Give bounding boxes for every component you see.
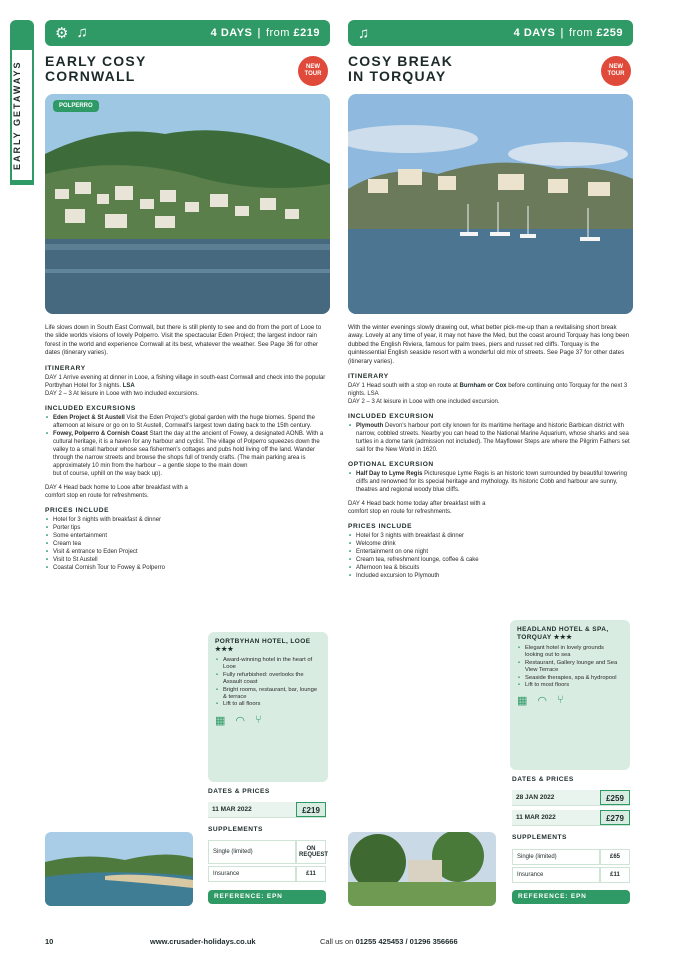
tour-intro: Life slows down in South East Cornwall, but there is still plenty to see and do from the port of Looe to the slide worlds visions of lovely Polperro. Visit the spectacular Eden Project; the largest indoor rain forest in the world and experience Cornwall at its best, whatever the weather. See Page 36 for other dates (itinerary varies). — [45, 324, 322, 357]
itinerary-day4: DAY 4 Head back home today after breakfast with a comfort stop en route for refreshments. — [348, 501, 486, 516]
from-price: £219 — [293, 27, 320, 39]
date-price-row: 28 JAN 2022 £259 — [512, 790, 630, 806]
hotel-name: HEADLAND HOTEL & SPA, TORQUAY ★★★ — [517, 626, 609, 641]
hotel-features — [215, 657, 321, 709]
hotel-features — [517, 645, 623, 689]
dining-icon: ⑂ — [557, 694, 564, 707]
new-tour-badge: NEW TOUR — [298, 56, 328, 86]
building-icon: ▦ — [517, 695, 528, 708]
list-item: • Visit to St Austell — [45, 556, 195, 564]
hotel-name: PORTBYHAN HOTEL, LOOE ★★★ — [215, 638, 311, 653]
date-price-row: 11 MAR 2022 £219 — [208, 802, 326, 818]
list-item: • Restaurant, Gallery lounge and Sea View Terrace — [517, 660, 623, 675]
supplement-row: Insurance £11 — [512, 867, 630, 883]
list-item: • Coastal Cornish Tour to Fowey & Polperro — [45, 564, 195, 572]
prices-list — [45, 516, 195, 572]
prices-heading: PRICES INCLUDE — [348, 523, 413, 531]
torquay-garden-photo — [348, 832, 496, 906]
optional-list — [348, 470, 633, 494]
itinerary-day1: DAY 1 Arrive evening at dinner in Looe, a fishing village in south-east Cornwall and check into the popular Portbyhan Hotel for 3 nights. LSA — [45, 374, 326, 389]
list-item: • Award-winning hotel in the heart of Looe — [215, 657, 321, 672]
excursion-list — [348, 422, 633, 454]
tour-title: EARLY COSY CORNWALL — [45, 53, 147, 84]
excursions-list — [45, 414, 330, 470]
days-label: 4 DAYS — [210, 27, 253, 39]
supplements-heading: SUPPLEMENTS — [512, 834, 567, 841]
music-note-icon: ♫ — [358, 24, 370, 42]
list-item: • Cream tea, refreshment lounge, coffee & cake — [348, 556, 498, 564]
list-item: • Visit & entrance to Eden Project — [45, 548, 195, 556]
gear-icon: ⚙ — [55, 25, 69, 42]
list-item: • Some entertainment — [45, 532, 195, 540]
reference-code: REFERENCE: EPN — [208, 890, 326, 904]
list-item: • Plymouth Devon's harbour port city known for its maritime heritage and historic Barbican district with narrow, cobbled streets. Nearby you can head to the National Marine Aquarium, whose sharks and sea turtles in a dome tank (admission not included). The Mayflower Steps are where the Pilgrim Fathers set sail for the New World in 1620. — [348, 422, 633, 454]
itinerary-day2: DAY 2 – 3 At leisure in Looe with two included excursions. — [45, 390, 199, 397]
list-item: • Porter tips — [45, 524, 195, 532]
tour-column-cornwall — [45, 20, 330, 572]
dining-icon: ⑂ — [255, 713, 262, 726]
music-note-icon: ♫ — [76, 24, 88, 41]
from-price: £259 — [596, 27, 623, 39]
dates-prices-heading: DATES & PRICES — [512, 776, 574, 783]
website-link[interactable]: www.crusader-holidays.co.uk — [150, 937, 256, 946]
new-tour-badge: NEW TOUR — [601, 56, 631, 86]
itinerary-day4: DAY 4 Head back home to Looe after breakfast with a comfort stop en route for refreshments. — [45, 484, 188, 499]
list-item: • Hotel for 3 nights with breakfast & dinner — [348, 532, 498, 540]
page-number: 10 — [45, 937, 54, 946]
list-item: • Afternoon tea & biscuits — [348, 564, 498, 572]
excursions-heading: INCLUDED EXCURSIONS — [45, 404, 136, 412]
list-item: • Elegant hotel in lovely grounds looking out to sea — [517, 645, 623, 660]
reference-code: REFERENCE: EPN — [512, 890, 630, 904]
dates-prices-heading: DATES & PRICES — [208, 788, 270, 795]
list-item: • Fowey, Polperro & Cornish Coast Start the day at the ancient of Fowey, a designated AONB. With a cultural heritage, it is a haven for any harbour and cyclist. The village of Polperro squeezes down the valley to a small harbour whose sea fishermen's cottages and pubs hold living off the land. Wander through the narrow streets and browse the shops full of trendy crafts. (The main parking area is approximately 10 min from the harbour – a gentle slope to the main down — [45, 430, 330, 470]
supplement-row: Insurance £11 — [208, 866, 326, 882]
prices-heading: PRICES INCLUDE — [45, 506, 110, 514]
side-label: EARLY GETAWAYS — [12, 50, 32, 180]
list-item: • Hotel for 3 nights with breakfast & dinner — [45, 516, 195, 524]
hotel-info-box — [208, 632, 328, 782]
from-label: from — [568, 27, 593, 39]
list-item: • Included excursion to Plymouth — [348, 572, 498, 580]
list-item: • Seaside therapies, spa & hydropool — [517, 675, 623, 682]
supplement-row: Single (limited) £65 — [512, 849, 630, 865]
supplement-row: Single (limited) ON REQUEST — [208, 840, 326, 864]
list-item: • Lift to all floors — [215, 701, 321, 708]
page-footer — [0, 935, 680, 951]
optional-excursion-heading: OPTIONAL EXCURSION — [348, 461, 434, 469]
list-item: • Half Day to Lyme Regis Picturesque Lyme Regis is an historic town surrounded by beautiful towering cliffs and renowned for its special heritage and mythology. Its historic Cobb and harbour are sunny, theatres and regional woody blue cliffs. — [348, 470, 633, 494]
tour-banner: ⚙ ♫ 4 DAYS | from £219 — [45, 20, 330, 46]
wifi-icon: ◠ — [235, 714, 246, 727]
wifi-icon: ◠ — [537, 695, 548, 708]
itinerary-day1: DAY 1 Head south with a stop en route at Burnham or Cox before continuing onto Torquay for the next 3 nights. LSA — [348, 383, 628, 398]
phone-info: Call us on 01255 425453 / 01296 356666 — [320, 937, 458, 946]
date-price-row: 11 MAR 2022 £279 — [512, 810, 630, 826]
list-item: • Cream tea — [45, 540, 195, 548]
list-item: • Entertainment on one night — [348, 548, 498, 556]
itinerary-heading: ITINERARY — [45, 364, 86, 372]
itinerary-heading: ITINERARY — [348, 373, 389, 381]
hotel-info-box — [510, 620, 630, 770]
tour-column-torquay — [348, 20, 633, 580]
list-item: • Fully refurbished: overlooks the Assault coast — [215, 672, 321, 687]
tour-title: COSY BREAK IN TORQUAY — [348, 53, 454, 84]
list-item: • Bright rooms, restaurant, bar, lounge & terrace — [215, 687, 321, 702]
excursion-tail: but of course, uphill on the way back up). — [53, 470, 163, 477]
list-item: • Lift to most floors — [517, 682, 623, 689]
prices-list — [348, 532, 498, 580]
location-tag: POLPERRO — [53, 100, 99, 112]
excursion-heading: INCLUDED EXCURSION — [348, 413, 434, 421]
tour-photo-torquay — [348, 94, 633, 314]
cornwall-coast-photo — [45, 832, 193, 906]
tour-banner: ♫ 4 DAYS | from £259 — [348, 20, 633, 46]
tour-photo-polperro — [45, 94, 330, 314]
list-item: • Welcome drink — [348, 540, 498, 548]
days-label: 4 DAYS — [513, 27, 556, 39]
itinerary-day2: DAY 2 – 3 At leisure in Looe with one included excursion. — [348, 399, 500, 406]
from-label: from — [265, 27, 290, 39]
tour-intro: With the winter evenings slowly drawing out, what better pick-me-up than a revitalising short break away. Lovely at any time of year, it may not have the Med, but the coast around Torquay has long been dubbed the English Riviera, famous for palm trees, piers and russet red cliffs. Torquay is the quintessential English seaside resort with a wonderful old mix of streets. See Page 37 for other dates (itinerary varies). — [348, 324, 630, 365]
building-icon: ▦ — [215, 714, 226, 727]
list-item: • Eden Project & St Austell Visit the Eden Project's global garden with the huge biomes. Spend the afternoon at leisure or go on to St Austell, Cornwall's largest town dating back to the 15th century. — [45, 414, 330, 430]
supplements-heading: SUPPLEMENTS — [208, 826, 263, 833]
